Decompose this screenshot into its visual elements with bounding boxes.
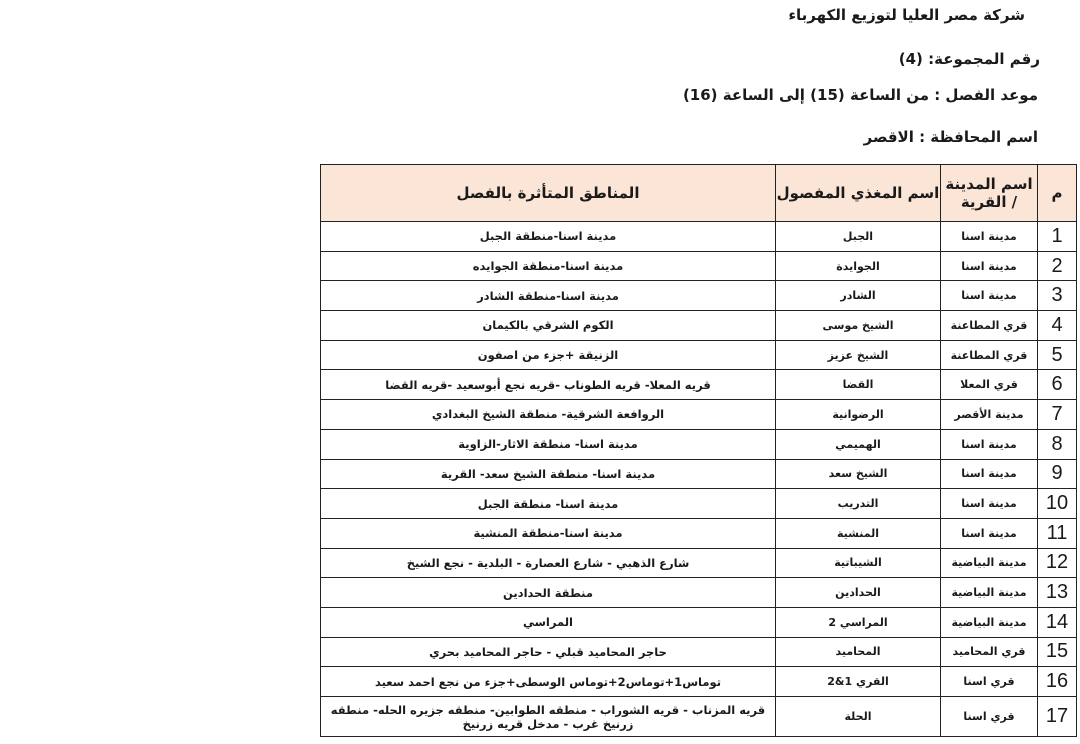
cell-areas: المراسي bbox=[321, 607, 776, 637]
table-row bbox=[321, 459, 1077, 489]
table-row bbox=[321, 222, 1077, 252]
cell-city: مدينة البياضية bbox=[941, 548, 1038, 578]
table-row bbox=[321, 548, 1077, 578]
table-row bbox=[321, 697, 1077, 737]
table-row bbox=[321, 637, 1077, 667]
cell-num: 5 bbox=[1038, 340, 1077, 370]
cell-city: مدينة البياضية bbox=[941, 578, 1038, 608]
cell-city: قري اسنا bbox=[941, 667, 1038, 697]
cell-num: 11 bbox=[1038, 518, 1077, 548]
cell-feeder: الهميمي bbox=[776, 429, 941, 459]
cell-city: مدينة اسنا bbox=[941, 281, 1038, 311]
cell-city: مدينة اسنا bbox=[941, 459, 1038, 489]
company-name: شركة مصر العليا لتوزيع الكهرباء bbox=[788, 6, 1025, 24]
cell-areas: قريه المعلا- قريه الطوناب -قريه نجع أبوسعيد -قريه القضا bbox=[321, 370, 776, 400]
cell-feeder: الشيخ سعد bbox=[776, 459, 941, 489]
table-row bbox=[321, 489, 1077, 519]
cell-areas: مدينة اسنا-منطقة المنشية bbox=[321, 518, 776, 548]
cell-areas: توماس1+توماس2+توماس الوسطى+جزء من نجع احمد سعيد bbox=[321, 667, 776, 697]
cell-city: مدينة اسنا bbox=[941, 251, 1038, 281]
cell-city: قري المطاعنة bbox=[941, 340, 1038, 370]
cell-areas: الكوم الشرقي بالكيمان bbox=[321, 311, 776, 341]
cell-feeder: الجوايدة bbox=[776, 251, 941, 281]
table-row bbox=[321, 340, 1077, 370]
cell-feeder: المنشية bbox=[776, 518, 941, 548]
cell-feeder: الشادر bbox=[776, 281, 941, 311]
header-city: اسم المدينة / القرية bbox=[941, 165, 1038, 222]
cell-city: قري المحاميد bbox=[941, 637, 1038, 667]
cell-city: مدينة البياضية bbox=[941, 607, 1038, 637]
table-header-row bbox=[321, 165, 1077, 222]
table-row bbox=[321, 518, 1077, 548]
table-row bbox=[321, 281, 1077, 311]
cell-feeder: المحاميد bbox=[776, 637, 941, 667]
cell-num: 7 bbox=[1038, 400, 1077, 430]
table-body bbox=[321, 222, 1077, 737]
header-areas: المناطق المتأثرة بالفصل bbox=[321, 165, 776, 222]
cell-num: 13 bbox=[1038, 578, 1077, 608]
cell-num: 2 bbox=[1038, 251, 1077, 281]
cell-num: 10 bbox=[1038, 489, 1077, 519]
cell-feeder: الرضوانية bbox=[776, 400, 941, 430]
outage-schedule: موعد الفصل : من الساعة (15) إلى الساعة (16) bbox=[682, 86, 1038, 104]
cell-feeder: الجبل bbox=[776, 222, 941, 252]
table-row bbox=[321, 400, 1077, 430]
cell-num: 16 bbox=[1038, 667, 1077, 697]
cell-feeder: التدريب bbox=[776, 489, 941, 519]
cell-areas: شارع الذهبي - شارع العصارة - البلدية - نجع الشيخ bbox=[321, 548, 776, 578]
cell-feeder: الحدادين bbox=[776, 578, 941, 608]
cell-num: 4 bbox=[1038, 311, 1077, 341]
cell-num: 3 bbox=[1038, 281, 1077, 311]
header-num: م bbox=[1038, 165, 1077, 222]
group-number: رقم المجموعة: (4) bbox=[898, 50, 1040, 68]
cell-city: قري المطاعنة bbox=[941, 311, 1038, 341]
cell-areas: منطقة الحدادين bbox=[321, 578, 776, 608]
cell-feeder: المراسي 2 bbox=[776, 607, 941, 637]
cell-num: 14 bbox=[1038, 607, 1077, 637]
cell-city: مدينة اسنا bbox=[941, 489, 1038, 519]
cell-city: قري المعلا bbox=[941, 370, 1038, 400]
cell-num: 8 bbox=[1038, 429, 1077, 459]
cell-num: 17 bbox=[1038, 697, 1077, 737]
cell-areas: مدينة اسنا-منطقة الشادر bbox=[321, 281, 776, 311]
cell-feeder: الحلة bbox=[776, 697, 941, 737]
cell-areas: مدينة اسنا- منطقة الجبل bbox=[321, 489, 776, 519]
table-row bbox=[321, 607, 1077, 637]
cell-areas: مدينة اسنا- منطقة الاثار-الزاوية bbox=[321, 429, 776, 459]
cell-city: مدينة اسنا bbox=[941, 222, 1038, 252]
cell-feeder: القري 1&2 bbox=[776, 667, 941, 697]
cell-num: 15 bbox=[1038, 637, 1077, 667]
table-row bbox=[321, 251, 1077, 281]
cell-areas: الروافعة الشرقية- منطقة الشيخ البغدادي bbox=[321, 400, 776, 430]
cell-city: مدينة اسنا bbox=[941, 518, 1038, 548]
cell-city: مدينة اسنا bbox=[941, 429, 1038, 459]
cell-areas: مدينة اسنا-منطقة الجوايده bbox=[321, 251, 776, 281]
outage-table bbox=[320, 164, 1077, 737]
cell-num: 1 bbox=[1038, 222, 1077, 252]
cell-num: 12 bbox=[1038, 548, 1077, 578]
cell-areas: الزنيقة +جزء من اصفون bbox=[321, 340, 776, 370]
cell-feeder: الشيخ موسى bbox=[776, 311, 941, 341]
cell-feeder: القضا bbox=[776, 370, 941, 400]
cell-areas: مدينة اسنا- منطقة الشيخ سعد- القرية bbox=[321, 459, 776, 489]
cell-num: 9 bbox=[1038, 459, 1077, 489]
cell-areas: قريه المزناب - قريه الشوراب - منطقه الطوابين- منطقه جزيره الحله- منطقه زرنيخ غرب - مدخل قريه زرنيخ bbox=[321, 697, 776, 737]
cell-areas: مدينة اسنا-منطقة الجبل bbox=[321, 222, 776, 252]
cell-feeder: الشيخ عزيز bbox=[776, 340, 941, 370]
governorate-name: اسم المحافظة : الاقصر bbox=[863, 128, 1038, 146]
table-row bbox=[321, 429, 1077, 459]
table-row bbox=[321, 370, 1077, 400]
table-row bbox=[321, 667, 1077, 697]
table-row bbox=[321, 578, 1077, 608]
cell-num: 6 bbox=[1038, 370, 1077, 400]
table-row bbox=[321, 311, 1077, 341]
cell-feeder: الشيباتية bbox=[776, 548, 941, 578]
cell-city: قري اسنا bbox=[941, 697, 1038, 737]
cell-city: مدينة الأقصر bbox=[941, 400, 1038, 430]
header-feeder: اسم المغذي المفصول bbox=[776, 165, 941, 222]
cell-areas: حاجر المحاميد قبلي - حاجر المحاميد بحري bbox=[321, 637, 776, 667]
